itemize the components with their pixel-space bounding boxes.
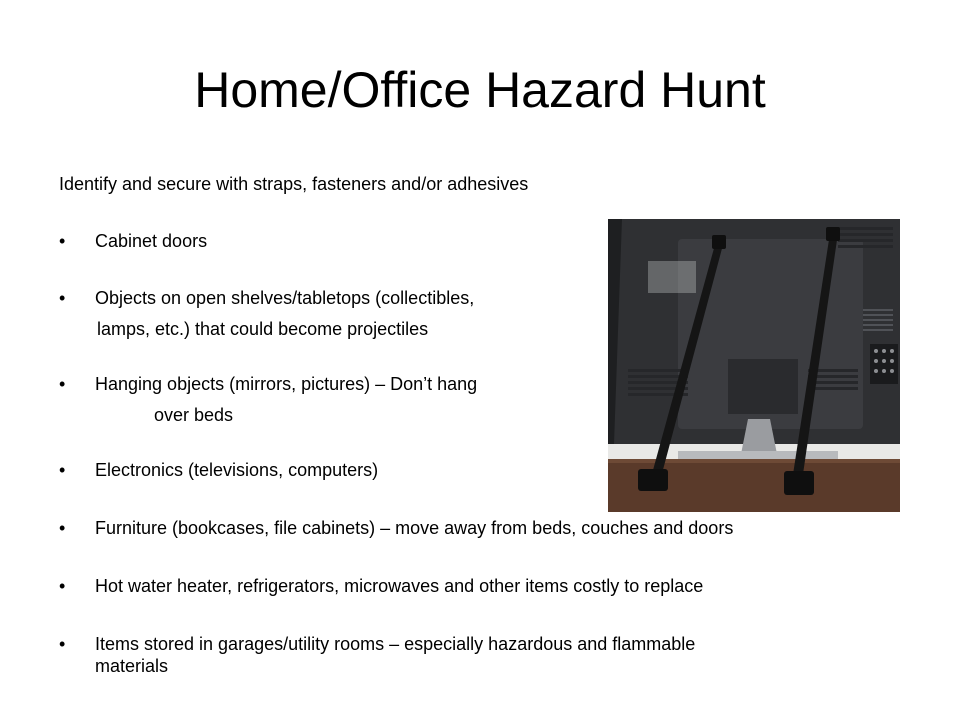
table-edge — [608, 459, 900, 463]
tv-safety-straps-photo — [608, 219, 900, 512]
bullet-continuation: over beds — [154, 405, 234, 425]
right-strap-anchor — [784, 471, 814, 495]
bullet-text: Furniture (bookcases, file cabinets) – move away from beds, couches and doors — [95, 518, 734, 538]
bullet-dot-icon: • — [59, 374, 66, 394]
bullet-dot-icon: • — [59, 231, 66, 251]
bullet-text: Cabinet doors — [95, 231, 208, 251]
mounting-recess — [728, 359, 798, 414]
right-strap-bracket — [826, 227, 840, 241]
bullet-text: Items stored in garages/utility rooms – especially hazardous and flammable — [95, 634, 696, 654]
intro-text: Identify and secure with straps, fasteners and/or adhesives — [59, 174, 529, 194]
bullet-text: Hanging objects (mirrors, pictures) – Don’t hang — [95, 374, 478, 394]
bullet-text: Electronics (televisions, computers) — [95, 460, 379, 480]
bullet-dot-icon: • — [59, 288, 66, 308]
product-label — [648, 261, 696, 293]
bullet-dot-icon: • — [59, 460, 66, 480]
connector-ports — [874, 349, 894, 373]
bullet-text: Objects on open shelves/tabletops (collectibles, — [95, 288, 475, 308]
bullet-dot-icon: • — [59, 576, 66, 596]
tv-back-illustration — [608, 219, 900, 512]
left-strap-bracket — [712, 235, 726, 249]
bullet-text: Hot water heater, refrigerators, microwaves and other items costly to replace — [95, 576, 704, 596]
bullet-dot-icon: • — [59, 518, 66, 538]
bullet-dot-icon: • — [59, 634, 66, 654]
tv-stand-base — [678, 451, 838, 459]
bullet-continuation: materials — [95, 656, 169, 676]
left-strap-anchor — [638, 469, 668, 491]
bullet-continuation: lamps, etc.) that could become projectiles — [97, 319, 429, 339]
slide-title: Home/Office Hazard Hunt — [194, 62, 766, 118]
